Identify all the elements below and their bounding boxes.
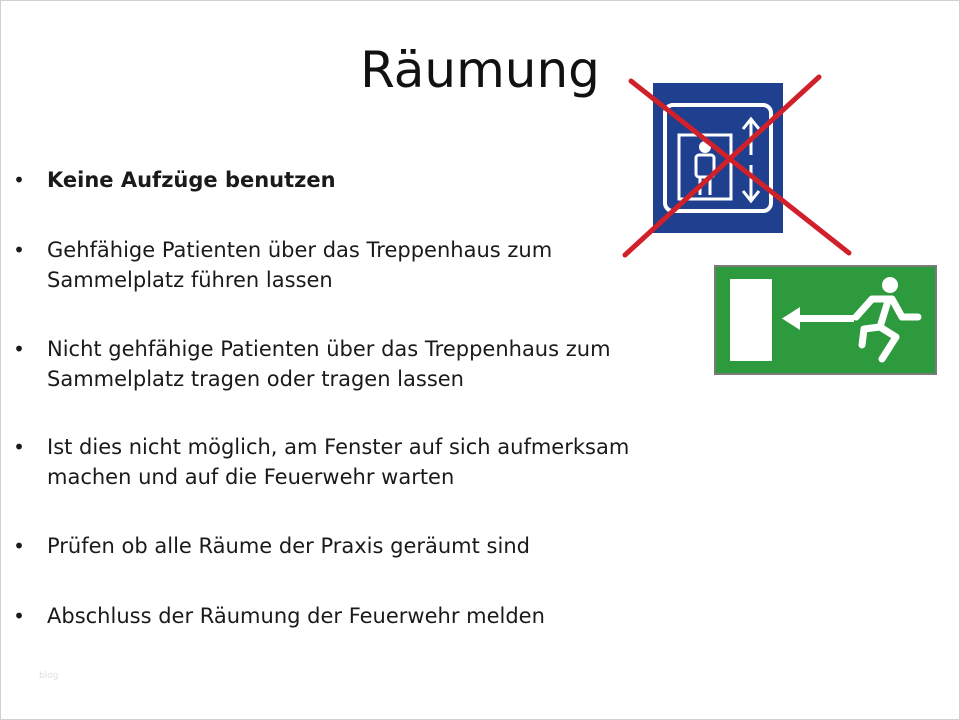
bullet-text: Keine Aufzüge benutzen bbox=[47, 168, 336, 192]
bullet-text: Ist dies nicht möglich, am Fenster auf sich aufmerksam machen und auf die Feuerwehr warten bbox=[47, 435, 630, 489]
bullet-marker: • bbox=[13, 435, 25, 459]
bullet-marker: • bbox=[13, 534, 25, 558]
emergency-exit-sign-icon bbox=[714, 265, 937, 375]
slide-title: Räumung bbox=[360, 41, 600, 99]
bullet-marker: • bbox=[13, 604, 25, 628]
red-cross-icon bbox=[611, 67, 871, 267]
bullet-marker: • bbox=[13, 337, 25, 361]
watermark: blog bbox=[39, 671, 59, 681]
bullet-marker: • bbox=[13, 168, 25, 192]
bullet-text: Nicht gehfähige Patienten über das Treppenhaus zum Sammelplatz tragen oder tragen lassen bbox=[47, 337, 611, 391]
bullet-text: Prüfen ob alle Räume der Praxis geräumt sind bbox=[47, 534, 530, 558]
bullet-text: Gehfähige Patienten über das Treppenhaus zum Sammelplatz führen lassen bbox=[47, 238, 553, 292]
bullet-text: Abschluss der Räumung der Feuerwehr melden bbox=[47, 604, 545, 628]
bullet-marker: • bbox=[13, 238, 25, 262]
